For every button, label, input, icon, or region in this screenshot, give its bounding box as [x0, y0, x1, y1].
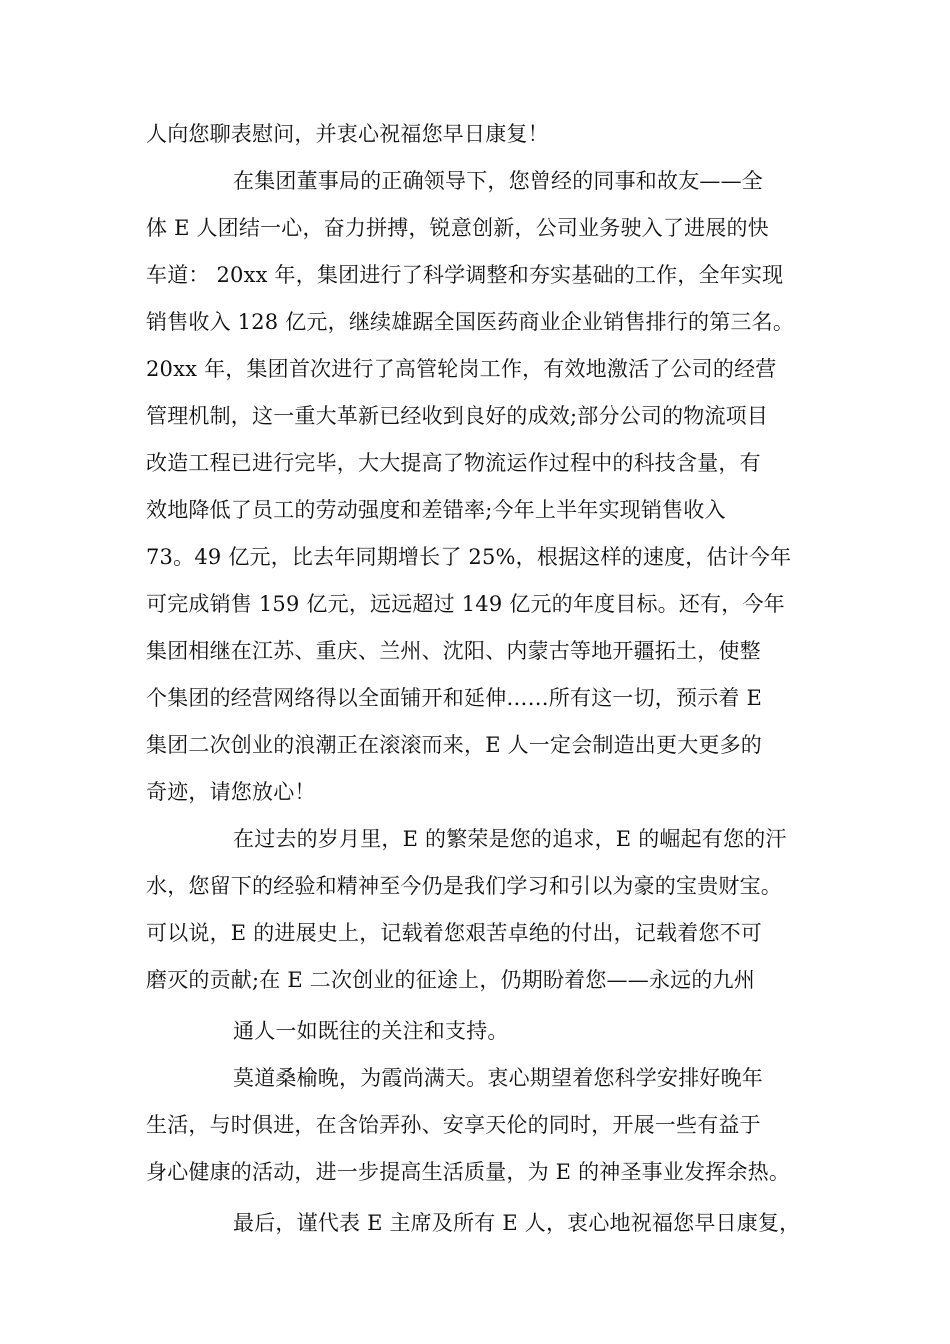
paragraph-start-line: 莫道桑榆晚，为霞尚满天。衷心期望着您科学安排好晚年	[233, 1066, 763, 1090]
text-line: 可以说，E 的进展史上，记载着您艰苦卓绝的付出，记载着您不可	[146, 921, 763, 945]
text-line: 管理机制，这一重大革新已经收到良好的成效;部分公司的物流项目	[146, 404, 769, 428]
text-line: 生活，与时俱进，在含饴弄孙、安享天伦的同时，开展一些有益于	[146, 1113, 761, 1137]
text-line: 效地降低了员工的劳动强度和差错率;今年上半年实现销售收入	[146, 498, 726, 522]
text-line: 可完成销售 159 亿元，远远超过 149 亿元的年度目标。还有，今年	[146, 592, 785, 616]
text-line: 73。49 亿元，比去年同期增长了 25%，根据这样的速度，估计今年	[146, 545, 792, 569]
text-line: 集团二次创业的浪潮正在滚滚而来，E 人一定会制造出更大更多的	[146, 733, 763, 757]
text-line: 身心健康的活动，进一步提高生活质量，为 E 的神圣事业发挥余热。	[146, 1160, 791, 1184]
paragraph-start-line: 在集团董事局的正确领导下，您曾经的同事和故友——全	[233, 169, 763, 193]
text-line: 奇迹，请您放心！	[146, 780, 316, 804]
paragraph-start-line: 在过去的岁月里，E 的繁荣是您的追求，E 的崛起有您的汗	[233, 827, 787, 851]
text-line: 集团相继在江苏、重庆、兰州、沈阳、内蒙古等地开疆拓土，使整	[146, 639, 761, 663]
text-line: 水，您留下的经验和精神至今仍是我们学习和引以为豪的宝贵财宝。	[146, 874, 782, 898]
paragraph-start-line: 最后，谨代表 E 主席及所有 E 人，衷心地祝福您早日康复，	[233, 1211, 801, 1235]
text-line: 磨灭的贡献;在 E 二次创业的征途上，仍期盼着您——永远的九州	[146, 968, 755, 992]
text-line: 个集团的经营网络得以全面铺开和延伸……所有这一切，预示着 E	[146, 686, 763, 710]
paragraph-start-line: 通人一如既往的关注和支持。	[233, 1019, 509, 1043]
text-line: 改造工程已进行完毕，大大提高了物流运作过程中的科技含量，有	[146, 451, 761, 475]
text-line: 20xx 年，集团首次进行了高管轮岗工作，有效地激活了公司的经营	[146, 357, 777, 381]
text-line: 销售收入 128 亿元，继续雄踞全国医药商业企业销售排行的第三名。	[146, 310, 795, 334]
text-line: 人向您聊表慰问，并衷心祝福您早日康复！	[146, 122, 549, 146]
text-line: 体 E 人团结一心，奋力拼搏，锐意创新，公司业务驶入了进展的快	[146, 216, 769, 240]
text-line: 车道： 20xx 年，集团进行了科学调整和夯实基础的工作，全年实现	[146, 263, 784, 287]
